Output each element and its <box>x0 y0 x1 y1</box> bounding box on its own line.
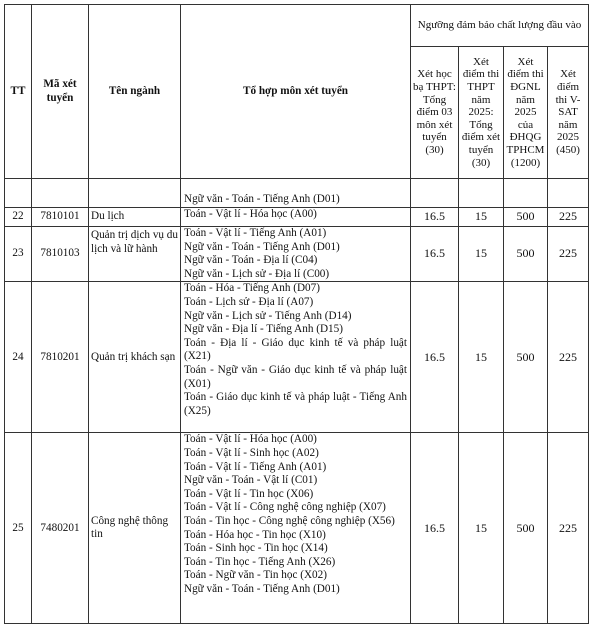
score-vsat: 225 <box>548 227 589 282</box>
header-col-hocba: Xét học bạ THPT: Tổng điểm 03 môn xét tuyển (30) <box>411 47 459 179</box>
header-col-vsat: Xét điểm thi V-SAT năm 2025 (450) <box>548 47 589 179</box>
admission-table <box>4 4 589 624</box>
row-tt: 22 <box>5 208 32 227</box>
combo-item: Toán - Vật lí - Tin học (X06) <box>184 487 314 500</box>
score-dgnl: 500 <box>504 208 548 227</box>
score-dgnl: 500 <box>504 227 548 282</box>
row-major: Quản trị khách sạn <box>89 282 181 433</box>
combo-item: Toán - Địa lí - Giáo dục kinh tế và pháp luật (X21) <box>184 336 407 363</box>
table-row <box>5 227 589 282</box>
row-tt: 24 <box>5 282 32 433</box>
table-row <box>5 433 589 624</box>
combo-item: Toán - Vật lí - Sinh học (A02) <box>184 446 319 459</box>
header-major: Tên ngành <box>89 5 181 179</box>
combo-item: Toán - Ngữ văn - Tin học (X02) <box>184 569 327 582</box>
combo-item: Toán - Vật lí - Hóa học (A00) <box>184 433 317 446</box>
combo-item: Toán - Giáo dục kinh tế và pháp luật - Tiếng Anh (X25) <box>184 391 407 417</box>
table-row <box>5 208 589 227</box>
header-combos: Tổ hợp môn xét tuyển <box>181 5 411 179</box>
combo-item: Toán - Vật lí - Tiếng Anh (A01) <box>184 227 327 239</box>
score-hocba: 16.5 <box>411 227 459 282</box>
row-major: Du lịch <box>89 208 181 227</box>
header-col-dgnl: Xét điểm thi ĐGNL năm 2025 của ĐHQG TPHCM (1200) <box>504 47 548 179</box>
score-thpt: 15 <box>459 227 504 282</box>
header-tt: TT <box>5 5 32 179</box>
combo-item: Ngữ văn - Toán - Tiếng Anh (D01) <box>184 582 340 595</box>
row-code: 7810103 <box>32 227 89 282</box>
combo-item: Toán - Tin học - Tiếng Anh (X26) <box>184 555 336 568</box>
combo-item: Ngữ văn - Lịch sử - Địa lí (C00) <box>184 267 330 280</box>
score-hocba: 16.5 <box>411 282 459 433</box>
combo-item: Toán - Sinh học - Tin học (X14) <box>184 542 328 555</box>
combo-item: Ngữ văn - Toán - Tiếng Anh (D01) <box>184 193 340 206</box>
score-vsat: 225 <box>548 433 589 624</box>
row-major: Công nghệ thông tin <box>89 433 181 624</box>
score-vsat: 225 <box>548 208 589 227</box>
score-thpt: 15 <box>459 433 504 624</box>
combo-item: Ngữ văn - Toán - Tiếng Anh (D01) <box>184 240 340 253</box>
row-major: Quản trị dịch vụ du lịch và lữ hành <box>89 227 181 282</box>
header-threshold-group: Ngưỡng đảm bảo chất lượng đầu vào <box>411 5 589 47</box>
score-dgnl: 500 <box>504 282 548 433</box>
header-code: Mã xét tuyển <box>32 5 89 179</box>
score-dgnl: 500 <box>504 433 548 624</box>
score-hocba: 16.5 <box>411 433 459 624</box>
combo-item: Toán - Vật lí - Tiếng Anh (A01) <box>184 460 327 473</box>
combo-item: Toán - Vật lí - Công nghệ công nghiệp (X07) <box>184 501 386 514</box>
combo-item: Ngữ văn - Toán - Địa lí (C04) <box>184 254 318 267</box>
combo-item: Toán - Lịch sử - Địa lí (A07) <box>184 295 314 308</box>
combo-item: Toán - Ngữ văn - Giáo dục kinh tế và pháp luật (X01) <box>184 363 407 390</box>
table-row <box>5 282 589 433</box>
score-hocba: 16.5 <box>411 208 459 227</box>
row-code: 7810101 <box>32 208 89 227</box>
score-thpt: 15 <box>459 208 504 227</box>
row-code: 7810201 <box>32 282 89 433</box>
combo-item: Toán - Vật lí - Hóa học (A00) <box>184 208 317 220</box>
row-tt: 23 <box>5 227 32 282</box>
combo-item: Ngữ văn - Địa lí - Tiếng Anh (D15) <box>184 323 343 336</box>
combo-item: Toán - Hóa học - Tin học (X10) <box>184 528 326 541</box>
row-tt: 25 <box>5 433 32 624</box>
row-code: 7480201 <box>32 433 89 624</box>
combo-item: Toán - Tin học - Công nghệ công nghiệp (X56) <box>184 514 395 527</box>
score-vsat: 225 <box>548 282 589 433</box>
combo-item: Ngữ văn - Toán - Vật lí (C01) <box>184 474 318 487</box>
header-col-thpt: Xét điểm thi THPT năm 2025: Tổng điểm xét tuyển (30) <box>459 47 504 179</box>
score-thpt: 15 <box>459 282 504 433</box>
combo-item: Toán - Hóa - Tiếng Anh (D07) <box>184 282 320 295</box>
table-row-carryover <box>5 179 589 208</box>
combo-item: Ngữ văn - Lịch sử - Tiếng Anh (D14) <box>184 309 352 322</box>
